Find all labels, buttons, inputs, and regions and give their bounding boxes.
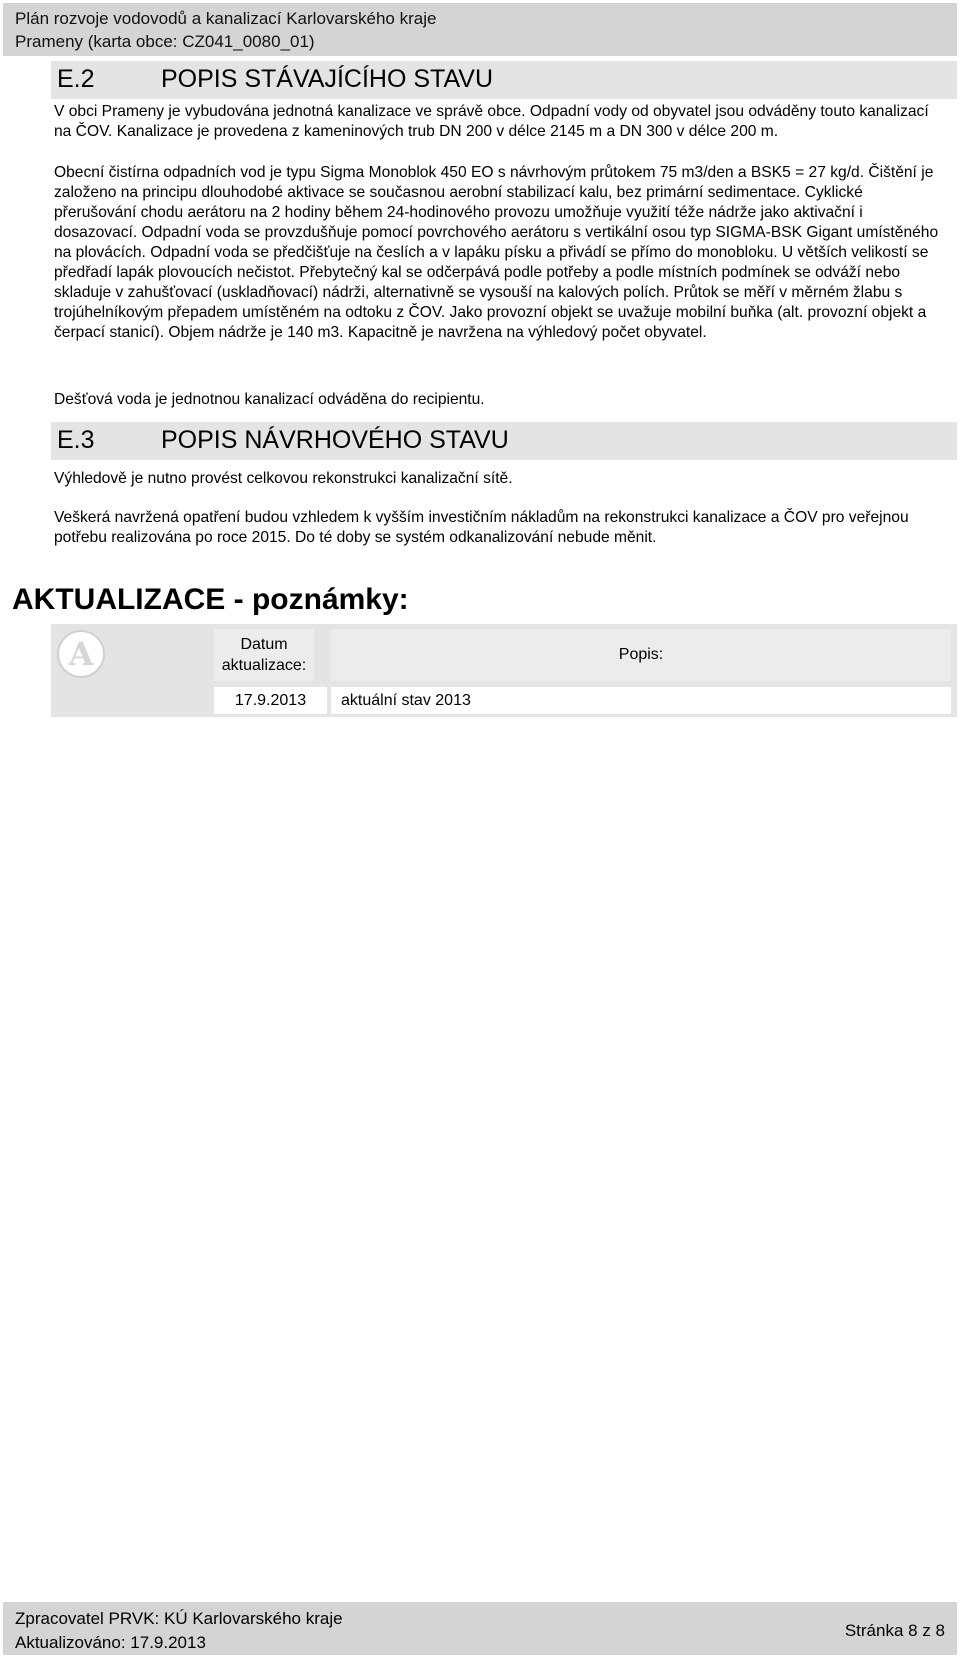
section-title: POPIS STÁVAJÍCÍHO STAVU <box>161 65 494 93</box>
aktualizace-a-icon <box>56 629 106 679</box>
section-heading-e2 <box>51 61 957 99</box>
section-number: E.2 <box>57 65 95 93</box>
footer-processor: Zpracovatel PRVK: KÚ Karlovarského kraje <box>15 1609 343 1628</box>
table-cell-description: aktuální stav 2013 <box>331 687 951 714</box>
page-footer <box>3 1602 957 1655</box>
paragraph-cov: Obecní čistírna odpadních vod je typu Sigma Monoblok 450 EO s návrhovým průtokem 75 m3/den a BSK5 = 27 kg/d. Čištění je založeno na principu dlouhodobé aktivace se současnou aerobní stabilizací kalu, bez primární sedimentace. Cyklické přerušování chodu aerátoru na 2 hodiny během 24-hodinového provozu umožňuje využití téže nádrže jako aktivační i dosazovací. Odpadní voda se provzdušňuje pomocí povrchového aerátoru s vertikální osou typ SIGMA-BSK Gigant umístěného na plovácích. Odpadní voda se předčišťuje na česlích a v lapáku písku a přivádí se přímo do monobloku. U větších velikostí se předřadí lapák plovoucích nečistot. Přebytečný kal se odčerpává podle potřeby a podle místních podmínek se odváží nebo skladuje v zahušťovací (uskladňovací) nádrži, alternativně se vysouší na kalových polích. Průtok se měří v měrném žlabu s trojúhelníkovým přepadem umístěném na odtoku z ČOV. Jako provozní objekt se uvažuje mobilní buňka (alt. provozní objekt a čerpací stanicí). Objem nádrže je 140 m3. Kapacitně je navržena na výhledový počet obyvatel. <box>54 164 939 341</box>
document-title: Plán rozvoje vodovodů a kanalizací Karlovarského kraje <box>15 9 437 28</box>
document-subtitle: Prameny (karta obce: CZ041_0080_01) <box>15 32 315 51</box>
paragraph-kanalizace: V obci Prameny je vybudována jednotná kanalizace ve správě obce. Odpadní vody od obyvatel jsou odváděny touto kanalizací na ČOV. Kanalizace je provedena z kameninových trub DN 200 v délce 2145 m a DN 300 v délce 200 m. <box>54 103 929 140</box>
section-heading-e3 <box>51 422 957 460</box>
table-cell-date: 17.9.2013 <box>214 687 327 714</box>
section-number: E.3 <box>57 426 95 454</box>
aktualizace-heading: AKTUALIZACE - poznámky: <box>12 583 409 616</box>
column-header-description: Popis: <box>331 629 951 681</box>
paragraph-opatreni: Veškerá navržená opatření budou vzhledem k vyšším investičním nákladům na rekonstrukci kanalizace a ČOV pro veřejnou potřebu realizována po roce 2015. Do té doby se systém odkanalizování nebude měnit. <box>54 509 909 546</box>
svg-text:A: A <box>68 635 94 673</box>
paragraph-destova-voda: Dešťová voda je jednotnou kanalizací odváděna do recipientu. <box>54 391 485 408</box>
footer-updated: Aktualizováno: 17.9.2013 <box>15 1633 206 1652</box>
column-header-date: Datum aktualizace: <box>214 629 314 681</box>
aktualizace-table <box>51 624 957 717</box>
page-number: Stránka 8 z 8 <box>844 1621 945 1640</box>
paragraph-vyhled: Výhledově je nutno provést celkovou rekonstrukci kanalizační sítě. <box>54 470 513 487</box>
section-title: POPIS NÁVRHOVÉHO STAVU <box>161 426 509 454</box>
page-header <box>3 3 957 56</box>
